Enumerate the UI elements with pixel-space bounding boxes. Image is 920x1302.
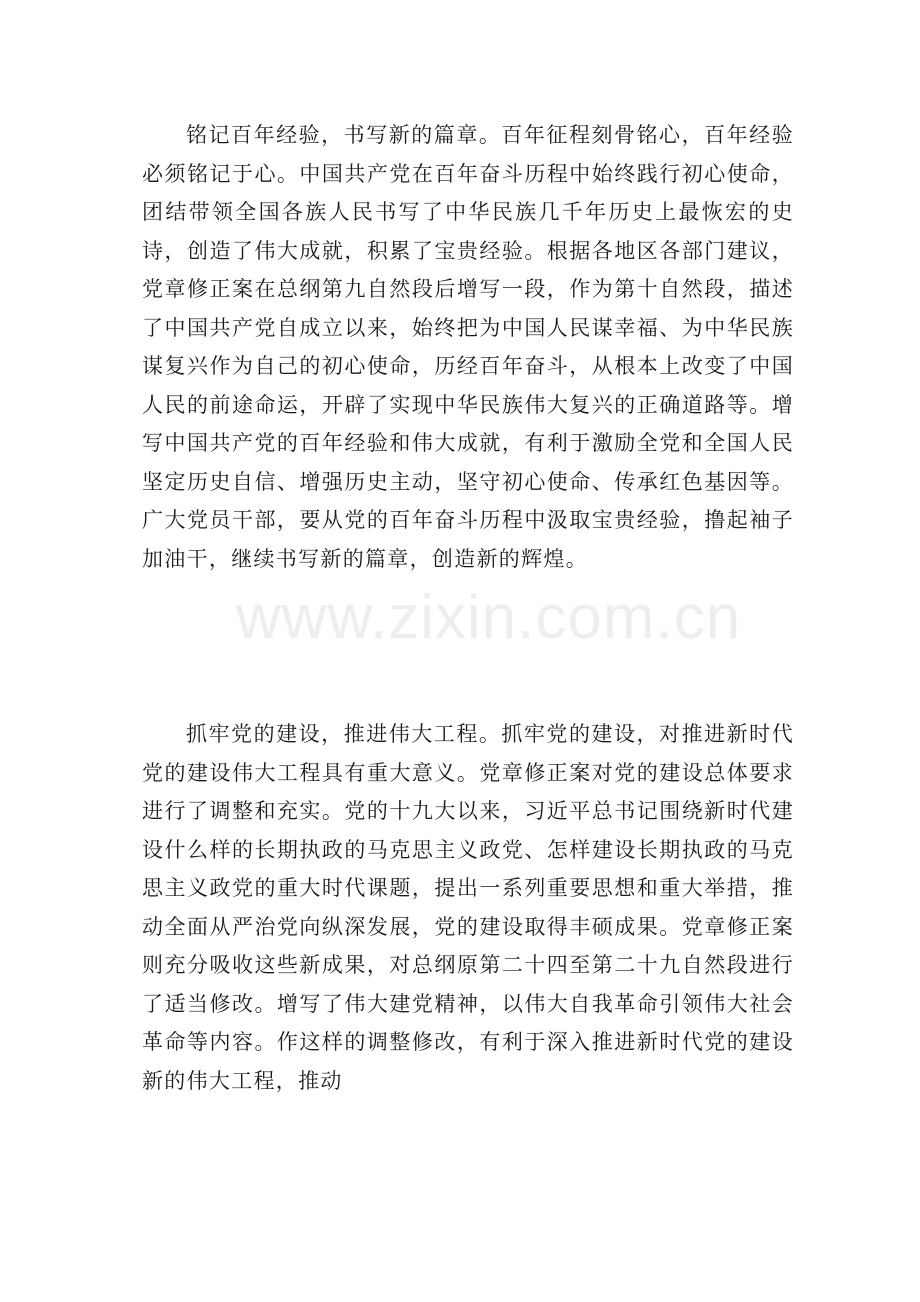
paragraph-party-building: 抓牢党的建设，推进伟大工程。抓牢党的建设，对推进新时代党的建设伟大工程具有重大意义。党章修正案对党的建设总体要求进行了调整和充实。党的十九大以来，习近平总书记围绕新时代建设什么样的长期执政的马克思主义政党、怎样建设长期执政的马克思主义政党的重大时代课题，提出一系列重要思想和重大举措，推动全面从严治党向纵深发展，党的建设取得丰硕成果。党章修正案则充分吸收这些新成果，对总纲原第二十四至第二十九自然段进行了适当修改。增写了伟大建党精神，以伟大自我革命引领伟大社会革命等内容。作这样的调整修改，有利于深入推进新时代党的建设新的伟大工程，推动 [142,722,794,1093]
watermark: www.zixin.com.cn [236,583,742,652]
paragraph-party-experience: 铭记百年经验，书写新的篇章。百年征程刻骨铭心，百年经验必须铭记于心。中国共产党在百年奋斗历程中始终践行初心使命，团结带领全国各族人民书写了中华民族几千年历史上最恢宏的史诗，创造了伟大成就，积累了宝贵经验。根据各地区各部门建议，党章修正案在总纲第九自然段后增写一段，作为第十自然段，描述了中国共产党自成立以来，始终把为中国人民谋幸福、为中华民族谋复兴作为自己的初心使命，历经百年奋斗，从根本上改变了中国人民的前途命运，开辟了实现中华民族伟大复兴的正确道路等。增写中国共产党的百年经验和伟大成就，有利于激励全党和全国人民坚定历史自信、增强历史主动，坚守初心使命、传承红色基因等。广大党员干部，要从党的百年奋斗历程中汲取宝贵经验，撸起袖子加油干，继续书写新的篇章，创造新的辉煌。 [142,123,794,571]
